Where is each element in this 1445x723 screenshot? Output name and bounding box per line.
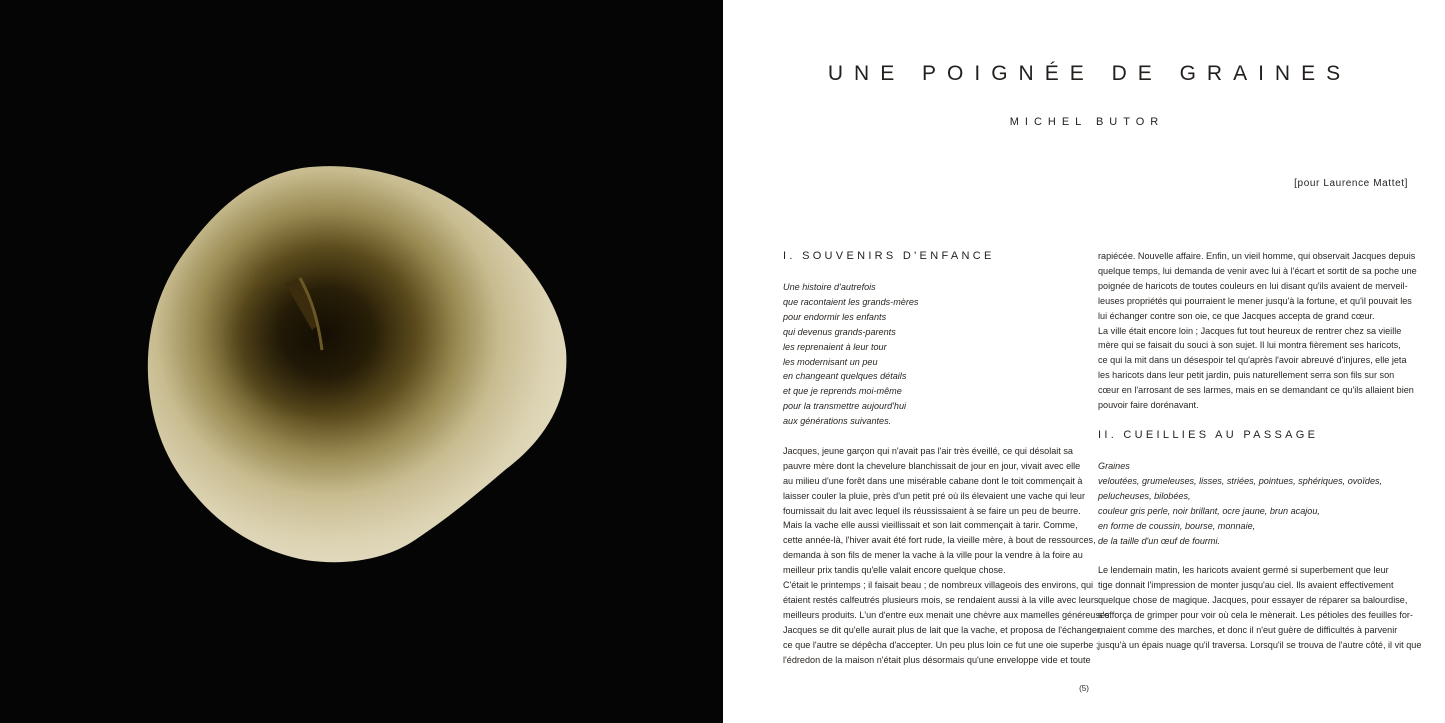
verse-line: les modernisant un peu [783,356,878,367]
verse-line: qui devenus grands-parents [783,326,896,337]
verse-line: en changeant quelques détails [783,371,907,382]
prose-block-3 [1098,563,1422,652]
section-heading-2: II. CUEILLIES AU PASSAGE [1098,428,1319,441]
prose-block-1 [783,444,1113,668]
prose-line: Jacques, jeune garçon qui n'avait pas l'air très éveillé, ce qui désolait sa [783,445,1073,456]
verse-line: et que je reprends moi-même [783,386,902,397]
prose-line: lui échanger contre son oie, ce que Jacques accepta de grand cœur. [1098,310,1375,321]
verse-line: pour endormir les enfants [783,311,887,322]
prose-line: rapiécée. Nouvelle affaire. Enfin, un vieil homme, qui observait Jacques depuis [1098,251,1416,261]
text-column-right [1098,249,1422,653]
prose-line: pouvoir faire dorénavant. [1098,400,1199,411]
prose-line: La ville était encore loin ; Jacques fut tout heureux de rentrer chez sa vieille [1098,325,1402,336]
prose-line: leuses propriétés qui pourraient le mener jusqu'à la fortune, et qu'il pouvait les [1098,295,1412,306]
prose-line: pauvre mère dont la chevelure blanchissait de jour en jour, vivait avec elle [783,460,1081,471]
prose-line: étaient restés calfeutrés plusieurs mois, se rendaient aussi à la ville avec leurs [783,595,1099,606]
prose-line: tige donnait l'impression de monter jusqu'au ciel. Ils avaient effectivement [1098,580,1394,591]
verse-line: en forme de coussin, bourse, monnaie, [1098,520,1256,531]
author-name: MICHEL BUTOR [1009,116,1165,128]
prose-line: Jacques se dit qu'elle aurait plus de lait que la vache, et proposa de l'échanger, [783,624,1102,635]
prose-line: cœur en l'arrosant de ses larmes, mais en se demandant ce qu'ils allaient bien [1098,385,1414,396]
verse-block-2 [1098,459,1388,548]
verse-line: Graines [1098,460,1130,471]
verse-line: pelucheuses, bilobées, [1098,490,1191,501]
right-text-page [723,0,1445,723]
prose-line: cette année-là, l'hiver avait été fort rude, la vieille mère, à bout de ressources, [783,535,1096,546]
prose-line: ce qui la mit dans un désespoir tel qu'après l'avoir abreuvé d'injures, elle jeta [1098,355,1407,366]
prose-line: maient comme des marches, et donc il n'eut guère de difficultés à parvenir [1098,624,1398,635]
verse-line: couleur gris perle, noir brillant, ocre jaune, brun acajou, [1098,505,1320,516]
prose-line: quelque chose de magique. Jacques, pour essayer de réparer sa balourdise, [1098,595,1408,606]
verse-line: veloutées, grumeleuses, lisses, striées, pointues, sphériques, ovoïdes, [1098,475,1383,486]
section-heading-1: I. SOUVENIRS D'ENFANCE [783,250,995,262]
prose-line: les haricots dans leur petit jardin, puis naturellement serra son fils sur son [1098,370,1395,381]
prose-line: jusqu'à un épais nuage qu'il traversa. Lorsqu'il se trouva de l'autre côté, il vit que [1098,639,1422,650]
prose-line: Mais la vache elle aussi vieillissait et son lait commençait à tarir. Comme, [783,520,1078,531]
prose-line: mère qui se faisait du souci à son sujet. Il lui montra fièrement ses haricots, [1098,340,1401,351]
prose-line: l'édredon de la maison n'était plus désormais qu'une enveloppe vide et toute [783,654,1091,665]
prose-line: demanda à son fils de mener la vache à la ville pour la vendre à la foire au [783,550,1083,561]
verse-line: Une histoire d'autrefois [783,282,876,292]
prose-line: quelque temps, lui demanda de venir avec lui à l'écart et sortit de sa poche une [1098,265,1417,276]
prose-line: au milieu d'une forêt dans une misérable cabane dont le toit commençait à [783,475,1083,486]
page-number: (5) [1079,684,1089,693]
prose-line: poignée de haricots de toutes couleurs en lui disant qu'ils avaient de merveil- [1098,280,1408,291]
prose-line: fournissait du lait avec lequel ils réussissaient à se faire un peu de beurre. [783,505,1081,516]
prose-line: laisser couler la pluie, près d'un petit pré où ils élevaient une vache qui leur [783,490,1086,501]
dedication: [pour Laurence Mattet] [1294,178,1408,189]
verse-line: de la taille d'un œuf de fourmi. [1098,535,1221,546]
prose-line: meilleurs produits. L'un d'entre eux menait une chèvre aux mamelles généreuses. [783,609,1113,620]
verse-line: que racontaient les grands-mères [783,296,919,307]
prose-block-2 [1098,249,1417,413]
verse-line: aux générations suivantes. [783,416,892,427]
prose-line: ce que l'autre se dépêcha d'accepter. Un peu plus loin ce fut une oie superbe ; [783,639,1099,650]
page-title: UNE POIGNÉE DE GRAINES [827,62,1352,85]
prose-line: s'efforça de grimper pour voir où cela le mènerait. Les pétioles des feuilles for- [1098,610,1413,621]
prose-line: Le lendemain matin, les haricots avaient germé si superbement que leur [1098,565,1389,576]
verse-line: pour la transmettre aujourd'hui [783,401,907,412]
text-column-left [783,249,1113,668]
prose-line: C'était le printemps ; il faisait beau ; de nombreux villageois des environs, qui [783,580,1094,591]
prose-line: meilleur prix tandis qu'elle valait encore quelque chose. [783,565,1006,576]
verse-line: les reprenaient à leur tour [783,341,887,352]
verse-block-1 [783,280,1073,429]
